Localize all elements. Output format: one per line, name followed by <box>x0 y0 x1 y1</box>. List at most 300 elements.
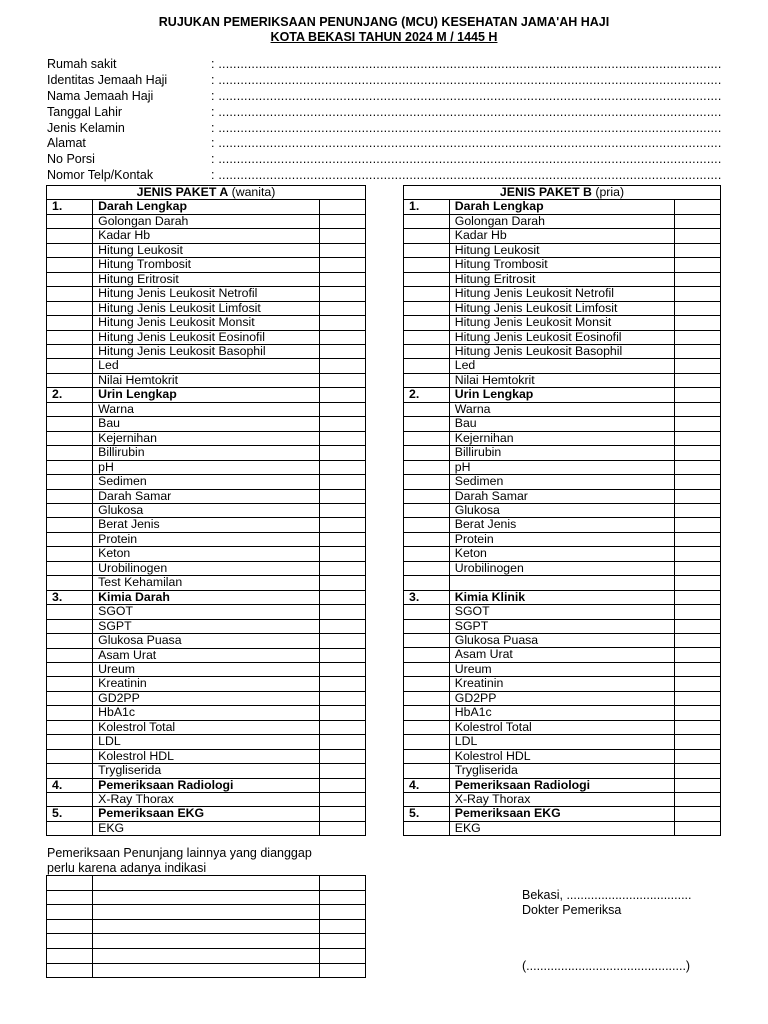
empty-cell <box>404 402 450 416</box>
empty-cell <box>404 735 450 749</box>
exam-item: Kolestrol HDL <box>449 749 675 763</box>
section-row <box>404 590 721 604</box>
empty-cell <box>404 373 450 387</box>
document-title: RUJUKAN PEMERIKSAAN PENUNJANG (MCU) KESEHATAN JAMA'AH HAJI <box>158 15 610 29</box>
exam-item: Glukosa Puasa <box>93 634 320 648</box>
exam-item: X-Ray Thorax <box>449 793 675 807</box>
table-row <box>47 963 366 978</box>
exam-item: HbA1c <box>449 706 675 720</box>
check-cell[interactable] <box>319 431 365 445</box>
check-cell[interactable] <box>319 316 365 330</box>
exam-item: Bau <box>449 417 675 431</box>
section-number: 1. <box>404 200 450 214</box>
empty-cell <box>47 605 93 619</box>
check-cell[interactable] <box>675 388 721 402</box>
check-cell[interactable] <box>319 388 365 402</box>
check-cell[interactable] <box>319 258 365 272</box>
field-blank[interactable] <box>211 57 722 73</box>
table-row <box>404 735 721 749</box>
exam-item: Led <box>449 359 675 373</box>
empty-cell <box>404 720 450 734</box>
exam-item: pH <box>93 460 320 474</box>
section-name: Darah Lengkap <box>93 200 320 214</box>
exam-item: Darah Samar <box>449 489 675 503</box>
exam-item: Darah Samar <box>93 489 320 503</box>
package-title: JENIS PAKET A <box>136 185 229 199</box>
field-row[interactable] <box>47 136 722 152</box>
check-cell[interactable] <box>319 532 365 546</box>
exam-item: Hitung Eritrosit <box>93 272 320 286</box>
table-cell[interactable] <box>92 890 319 905</box>
check-cell[interactable] <box>675 619 721 633</box>
table-row <box>47 301 366 315</box>
exam-item: Test Kehamilan <box>93 576 320 590</box>
check-cell[interactable] <box>319 793 365 807</box>
empty-cell <box>404 475 450 489</box>
section-row <box>47 590 366 604</box>
package-header <box>404 186 721 200</box>
table-row <box>47 948 366 963</box>
package-subtitle: (wanita) <box>228 185 276 199</box>
check-cell[interactable] <box>675 316 721 330</box>
check-cell[interactable] <box>675 764 721 778</box>
table-cell[interactable] <box>92 919 319 934</box>
check-cell[interactable] <box>675 677 721 691</box>
check-cell[interactable] <box>675 532 721 546</box>
check-cell[interactable] <box>319 214 365 228</box>
table-row <box>404 272 721 286</box>
empty-cell <box>47 344 93 358</box>
signature-role: Dokter Pemeriksa <box>522 903 622 917</box>
check-cell[interactable] <box>675 503 721 517</box>
table-row <box>404 503 721 517</box>
table-row <box>404 648 721 662</box>
empty-cell <box>404 316 450 330</box>
exam-item: Kadar Hb <box>449 229 675 243</box>
empty-cell <box>404 662 450 676</box>
exam-item: LDL <box>449 735 675 749</box>
empty-cell <box>47 475 93 489</box>
section-name: Urin Lengkap <box>449 388 675 402</box>
check-cell[interactable] <box>675 258 721 272</box>
check-cell[interactable] <box>319 605 365 619</box>
check-cell[interactable] <box>319 749 365 763</box>
section-row <box>404 388 721 402</box>
section-number: 3. <box>47 590 93 604</box>
field-row[interactable] <box>47 73 722 89</box>
table-cell[interactable] <box>320 963 366 978</box>
table-row <box>47 316 366 330</box>
exam-item: Glukosa <box>449 503 675 517</box>
exam-item: Billirubin <box>93 446 320 460</box>
note-line: Pemeriksaan Penunjang lainnya yang dianggap <box>47 846 312 860</box>
check-cell[interactable] <box>675 287 721 301</box>
exam-item: Hitung Jenis Leukosit Eosinofil <box>449 330 675 344</box>
exam-item: Sedimen <box>93 475 320 489</box>
section-name: Pemeriksaan Radiologi <box>93 778 320 792</box>
check-cell[interactable] <box>319 417 365 431</box>
exam-item: HbA1c <box>93 706 320 720</box>
exam-item: SGOT <box>449 605 675 619</box>
check-cell[interactable] <box>675 807 721 821</box>
check-cell[interactable] <box>675 200 721 214</box>
check-cell[interactable] <box>319 200 365 214</box>
table-cell[interactable] <box>47 876 93 891</box>
table-row <box>47 905 366 920</box>
check-cell[interactable] <box>675 229 721 243</box>
exam-item: Kreatinin <box>449 677 675 691</box>
check-cell[interactable] <box>675 590 721 604</box>
exam-item: Bau <box>93 417 320 431</box>
field-row[interactable] <box>47 105 722 121</box>
exam-item: GD2PP <box>93 691 320 705</box>
exam-item: Kolestrol Total <box>449 720 675 734</box>
check-cell[interactable] <box>675 662 721 676</box>
field-row[interactable] <box>47 152 722 168</box>
table-row <box>47 605 366 619</box>
table-row <box>47 691 366 705</box>
check-cell[interactable] <box>319 301 365 315</box>
check-cell[interactable] <box>675 648 721 662</box>
check-cell[interactable] <box>675 330 721 344</box>
empty-cell <box>404 764 450 778</box>
table-row <box>47 749 366 763</box>
empty-cell <box>47 330 93 344</box>
check-cell[interactable] <box>319 648 365 662</box>
empty-cell <box>404 691 450 705</box>
empty-cell <box>47 301 93 315</box>
table-row <box>47 402 366 416</box>
check-cell[interactable] <box>319 518 365 532</box>
exam-item: Hitung Jenis Leukosit Basophil <box>449 344 675 358</box>
field-row[interactable] <box>47 168 722 184</box>
exam-item: Berat Jenis <box>93 518 320 532</box>
exam-item: Glukosa <box>93 503 320 517</box>
exam-item: Billirubin <box>449 446 675 460</box>
table-row <box>47 934 366 949</box>
check-cell[interactable] <box>319 720 365 734</box>
exam-item: EKG <box>93 821 320 835</box>
field-blank[interactable] <box>211 152 722 168</box>
exam-item: Ureum <box>449 662 675 676</box>
table-row <box>404 547 721 561</box>
check-cell[interactable] <box>319 619 365 633</box>
check-cell[interactable] <box>319 576 365 590</box>
table-row <box>47 634 366 648</box>
table-cell[interactable] <box>92 934 319 949</box>
check-cell[interactable] <box>319 229 365 243</box>
table-cell[interactable] <box>320 934 366 949</box>
table-row <box>404 691 721 705</box>
exam-item: Hitung Trombosit <box>93 258 320 272</box>
check-cell[interactable] <box>319 330 365 344</box>
package-subtitle: (pria) <box>591 185 625 199</box>
exam-item: Hitung Jenis Leukosit Monsit <box>93 316 320 330</box>
check-cell[interactable] <box>319 662 365 676</box>
check-cell[interactable] <box>675 691 721 705</box>
empty-cell <box>47 706 93 720</box>
note-line: perlu karena adanya indikasi <box>47 860 207 875</box>
exam-item: Glukosa Puasa <box>449 634 675 648</box>
check-cell[interactable] <box>319 272 365 286</box>
check-cell[interactable] <box>675 359 721 373</box>
package-a-table <box>46 185 366 836</box>
table-cell[interactable] <box>47 890 93 905</box>
exam-item: Hitung Trombosit <box>449 258 675 272</box>
check-cell[interactable] <box>675 373 721 387</box>
table-row <box>404 243 721 257</box>
signature-name-blank: (..............................................) <box>522 959 691 973</box>
check-cell[interactable] <box>675 431 721 445</box>
check-cell[interactable] <box>319 706 365 720</box>
check-cell[interactable] <box>675 605 721 619</box>
table-cell[interactable] <box>320 919 366 934</box>
table-row <box>404 619 721 633</box>
check-cell[interactable] <box>319 503 365 517</box>
check-cell[interactable] <box>319 373 365 387</box>
exam-item: Golongan Darah <box>93 214 320 228</box>
section-name: Pemeriksaan Radiologi <box>449 778 675 792</box>
check-cell[interactable] <box>319 807 365 821</box>
check-cell[interactable] <box>319 243 365 257</box>
empty-cell <box>47 402 93 416</box>
field-blank[interactable] <box>211 168 722 184</box>
empty-cell <box>47 417 93 431</box>
check-cell[interactable] <box>675 214 721 228</box>
table-row <box>47 648 366 662</box>
empty-cell <box>404 460 450 474</box>
empty-cell <box>47 243 93 257</box>
table-cell[interactable] <box>47 934 93 949</box>
empty-cell <box>404 359 450 373</box>
additional-exam-note <box>47 846 387 875</box>
document-subtitle: KOTA BEKASI TAHUN 2024 M / 1445 H <box>270 30 498 44</box>
exam-item: Trygliserida <box>93 764 320 778</box>
table-cell[interactable] <box>47 948 93 963</box>
exam-item: Warna <box>449 402 675 416</box>
empty-cell <box>47 373 93 387</box>
table-row <box>404 576 721 590</box>
check-cell[interactable] <box>319 460 365 474</box>
field-label: Identitas Jemaah Haji <box>47 72 168 87</box>
check-cell[interactable] <box>319 677 365 691</box>
table-cell[interactable] <box>47 905 93 920</box>
table-row <box>47 330 366 344</box>
field-row[interactable] <box>47 121 722 137</box>
table-cell[interactable] <box>47 963 93 978</box>
table-row <box>47 532 366 546</box>
table-row <box>47 677 366 691</box>
check-cell[interactable] <box>675 475 721 489</box>
check-cell[interactable] <box>675 402 721 416</box>
table-row <box>47 518 366 532</box>
section-name: Pemeriksaan EKG <box>449 807 675 821</box>
empty-cell <box>404 431 450 445</box>
check-cell[interactable] <box>319 344 365 358</box>
section-number: 5. <box>404 807 450 821</box>
section-name: Darah Lengkap <box>449 200 675 214</box>
check-cell[interactable] <box>675 735 721 749</box>
section-name: Kimia Darah <box>93 590 320 604</box>
field-blank[interactable] <box>211 89 722 105</box>
exam-item: Hitung Jenis Leukosit Limfosit <box>93 301 320 315</box>
check-cell[interactable] <box>675 344 721 358</box>
table-row <box>47 344 366 358</box>
check-cell[interactable] <box>319 287 365 301</box>
check-cell[interactable] <box>319 561 365 575</box>
empty-cell <box>47 749 93 763</box>
field-label: Nomor Telp/Kontak <box>47 168 154 183</box>
check-cell[interactable] <box>319 446 365 460</box>
exam-item: Led <box>93 359 320 373</box>
check-cell[interactable] <box>675 706 721 720</box>
table-cell[interactable] <box>92 876 319 891</box>
empty-cell <box>404 821 450 835</box>
table-row <box>404 662 721 676</box>
table-row <box>404 793 721 807</box>
check-cell[interactable] <box>675 547 721 561</box>
empty-cell <box>47 648 93 662</box>
table-row <box>47 272 366 286</box>
table-cell[interactable] <box>92 963 319 978</box>
empty-cell <box>47 547 93 561</box>
field-row[interactable] <box>47 89 722 105</box>
package-b-table <box>403 185 721 836</box>
section-row <box>47 807 366 821</box>
table-cell[interactable] <box>47 919 93 934</box>
field-row[interactable] <box>47 57 722 73</box>
field-label: Rumah sakit <box>47 57 117 71</box>
section-row <box>404 200 721 214</box>
empty-cell <box>404 243 450 257</box>
table-row <box>47 359 366 373</box>
empty-cell <box>404 489 450 503</box>
package-title: JENIS PAKET B <box>499 185 592 199</box>
empty-cell <box>47 258 93 272</box>
table-row <box>47 417 366 431</box>
table-cell[interactable] <box>320 905 366 920</box>
check-cell[interactable] <box>675 720 721 734</box>
table-cell[interactable] <box>320 876 366 891</box>
check-cell[interactable] <box>675 489 721 503</box>
field-label: Jenis Kelamin <box>47 120 125 135</box>
table-row <box>404 821 721 835</box>
exam-item: Kadar Hb <box>93 229 320 243</box>
check-cell[interactable] <box>319 590 365 604</box>
table-row <box>47 662 366 676</box>
empty-cell <box>404 344 450 358</box>
table-row <box>404 706 721 720</box>
empty-cell <box>47 287 93 301</box>
table-row <box>47 446 366 460</box>
check-cell[interactable] <box>319 547 365 561</box>
table-cell[interactable] <box>92 905 319 920</box>
check-cell[interactable] <box>675 749 721 763</box>
empty-cell <box>47 359 93 373</box>
field-blank[interactable] <box>211 121 722 137</box>
exam-item: Hitung Jenis Leukosit Netrofil <box>449 287 675 301</box>
table-row <box>47 720 366 734</box>
check-cell[interactable] <box>319 778 365 792</box>
check-cell[interactable] <box>319 475 365 489</box>
table-cell[interactable] <box>320 948 366 963</box>
table-row <box>47 793 366 807</box>
table-row <box>47 764 366 778</box>
check-cell[interactable] <box>675 576 721 590</box>
empty-cell <box>47 532 93 546</box>
field-blank[interactable] <box>211 105 722 121</box>
check-cell[interactable] <box>675 446 721 460</box>
check-cell[interactable] <box>675 518 721 532</box>
field-blank[interactable] <box>211 73 722 89</box>
check-cell[interactable] <box>675 561 721 575</box>
exam-item: Asam Urat <box>449 648 675 662</box>
check-cell[interactable] <box>319 489 365 503</box>
table-cell[interactable] <box>92 948 319 963</box>
check-cell[interactable] <box>319 764 365 778</box>
check-cell[interactable] <box>319 821 365 835</box>
check-cell[interactable] <box>319 402 365 416</box>
check-cell[interactable] <box>319 735 365 749</box>
empty-cell <box>47 446 93 460</box>
check-cell[interactable] <box>319 359 365 373</box>
field-blank[interactable] <box>211 136 722 152</box>
signature-place-date: Bekasi, .................................... <box>522 888 692 902</box>
exam-item: Protein <box>449 532 675 546</box>
check-cell[interactable] <box>675 793 721 807</box>
table-row <box>404 475 721 489</box>
empty-cell <box>47 561 93 575</box>
exam-item: Urobilinogen <box>93 561 320 575</box>
empty-cell <box>47 735 93 749</box>
table-row <box>47 373 366 387</box>
empty-cell <box>404 330 450 344</box>
table-row <box>47 821 366 835</box>
empty-cell <box>404 446 450 460</box>
exam-item: X-Ray Thorax <box>93 793 320 807</box>
check-cell[interactable] <box>675 301 721 315</box>
package-header <box>47 186 366 200</box>
check-cell[interactable] <box>675 460 721 474</box>
table-row <box>404 214 721 228</box>
exam-item: Nilai Hemtokrit <box>93 373 320 387</box>
empty-cell <box>47 431 93 445</box>
empty-cell <box>404 605 450 619</box>
empty-cell <box>47 764 93 778</box>
check-cell[interactable] <box>675 821 721 835</box>
check-cell[interactable] <box>319 634 365 648</box>
check-cell[interactable] <box>319 691 365 705</box>
table-row <box>47 431 366 445</box>
table-cell[interactable] <box>320 890 366 905</box>
check-cell[interactable] <box>675 634 721 648</box>
section-row <box>47 778 366 792</box>
check-cell[interactable] <box>675 272 721 286</box>
table-row <box>47 547 366 561</box>
check-cell[interactable] <box>675 417 721 431</box>
exam-item: SGPT <box>93 619 320 633</box>
exam-item: Hitung Jenis Leukosit Basophil <box>93 344 320 358</box>
table-row <box>404 764 721 778</box>
table-row <box>47 475 366 489</box>
field-label: Alamat <box>47 136 86 151</box>
table-row <box>404 489 721 503</box>
section-number: 1. <box>47 200 93 214</box>
check-cell[interactable] <box>675 778 721 792</box>
table-row <box>404 720 721 734</box>
check-cell[interactable] <box>675 243 721 257</box>
package-header-row <box>404 186 721 200</box>
